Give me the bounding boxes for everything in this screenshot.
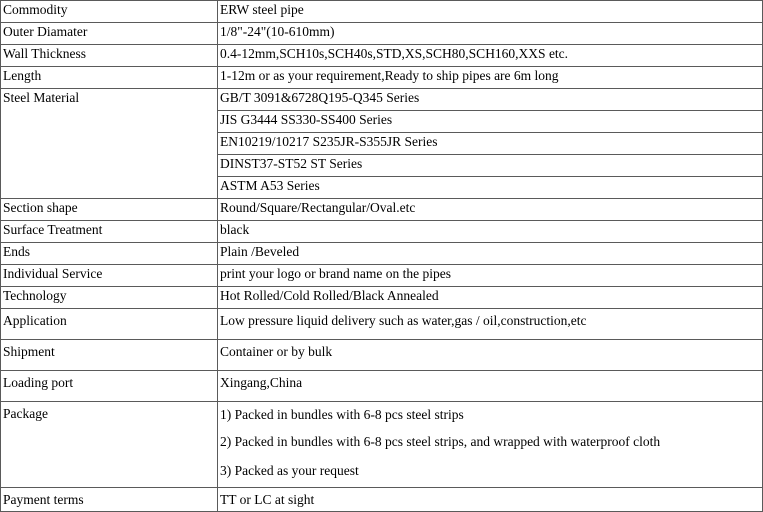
value-payment-terms: TT or LC at sight bbox=[218, 488, 763, 512]
label-shipment: Shipment bbox=[1, 340, 218, 371]
value-steel-material-3: EN10219/10217 S235JR-S355JR Series bbox=[218, 133, 763, 155]
row-technology bbox=[1, 287, 763, 309]
label-ends: Ends bbox=[1, 243, 218, 265]
row-shipment bbox=[1, 340, 763, 371]
value-application: Low pressure liquid delivery such as water,gas / oil,construction,etc bbox=[218, 309, 763, 340]
row-outer-diameter bbox=[1, 23, 763, 45]
value-length: 1-12m or as your requirement,Ready to ship pipes are 6m long bbox=[218, 67, 763, 89]
package-line-1: 1) Packed in bundles with 6-8 pcs steel strips bbox=[220, 407, 464, 422]
row-package bbox=[1, 402, 763, 488]
label-application: Application bbox=[1, 309, 218, 340]
row-length bbox=[1, 67, 763, 89]
value-wall-thickness: 0.4-12mm,SCH10s,SCH40s,STD,XS,SCH80,SCH160,XXS etc. bbox=[218, 45, 763, 67]
value-surface-treatment: black bbox=[218, 221, 763, 243]
label-surface-treatment: Surface Treatment bbox=[1, 221, 218, 243]
row-individual-service bbox=[1, 265, 763, 287]
row-ends bbox=[1, 243, 763, 265]
label-package: Package bbox=[1, 402, 218, 488]
label-individual-service: Individual Service bbox=[1, 265, 218, 287]
value-outer-diameter: 1/8"-24"(10-610mm) bbox=[218, 23, 763, 45]
package-line-3: 3) Packed as your request bbox=[220, 463, 359, 478]
value-ends: Plain /Beveled bbox=[218, 243, 763, 265]
row-steel-material-1 bbox=[1, 89, 763, 111]
value-commodity: ERW steel pipe bbox=[218, 1, 763, 23]
value-technology: Hot Rolled/Cold Rolled/Black Annealed bbox=[218, 287, 763, 309]
label-loading-port: Loading port bbox=[1, 371, 218, 402]
label-payment-terms: Payment terms bbox=[1, 488, 218, 512]
row-surface-treatment bbox=[1, 221, 763, 243]
label-technology: Technology bbox=[1, 287, 218, 309]
row-section-shape bbox=[1, 199, 763, 221]
package-line-2: 2) Packed in bundles with 6-8 pcs steel strips, and wrapped with waterproof cloth bbox=[220, 434, 661, 449]
label-outer-diameter: Outer Diamater bbox=[1, 23, 218, 45]
value-loading-port: Xingang,China bbox=[218, 371, 763, 402]
label-length: Length bbox=[1, 67, 218, 89]
value-section-shape: Round/Square/Rectangular/Oval.etc bbox=[218, 199, 763, 221]
label-steel-material: Steel Material bbox=[1, 89, 218, 199]
value-package bbox=[218, 402, 763, 488]
row-application bbox=[1, 309, 763, 340]
row-loading-port bbox=[1, 371, 763, 402]
value-steel-material-4: DINST37-ST52 ST Series bbox=[218, 155, 763, 177]
label-commodity: Commodity bbox=[1, 1, 218, 23]
row-commodity bbox=[1, 1, 763, 23]
value-individual-service: print your logo or brand name on the pipes bbox=[218, 265, 763, 287]
label-section-shape: Section shape bbox=[1, 199, 218, 221]
value-steel-material-1: GB/T 3091&6728Q195-Q345 Series bbox=[218, 89, 763, 111]
label-wall-thickness: Wall Thickness bbox=[1, 45, 218, 67]
value-steel-material-2: JIS G3444 SS330-SS400 Series bbox=[218, 111, 763, 133]
row-wall-thickness bbox=[1, 45, 763, 67]
value-steel-material-5: ASTM A53 Series bbox=[218, 177, 763, 199]
value-shipment: Container or by bulk bbox=[218, 340, 763, 371]
